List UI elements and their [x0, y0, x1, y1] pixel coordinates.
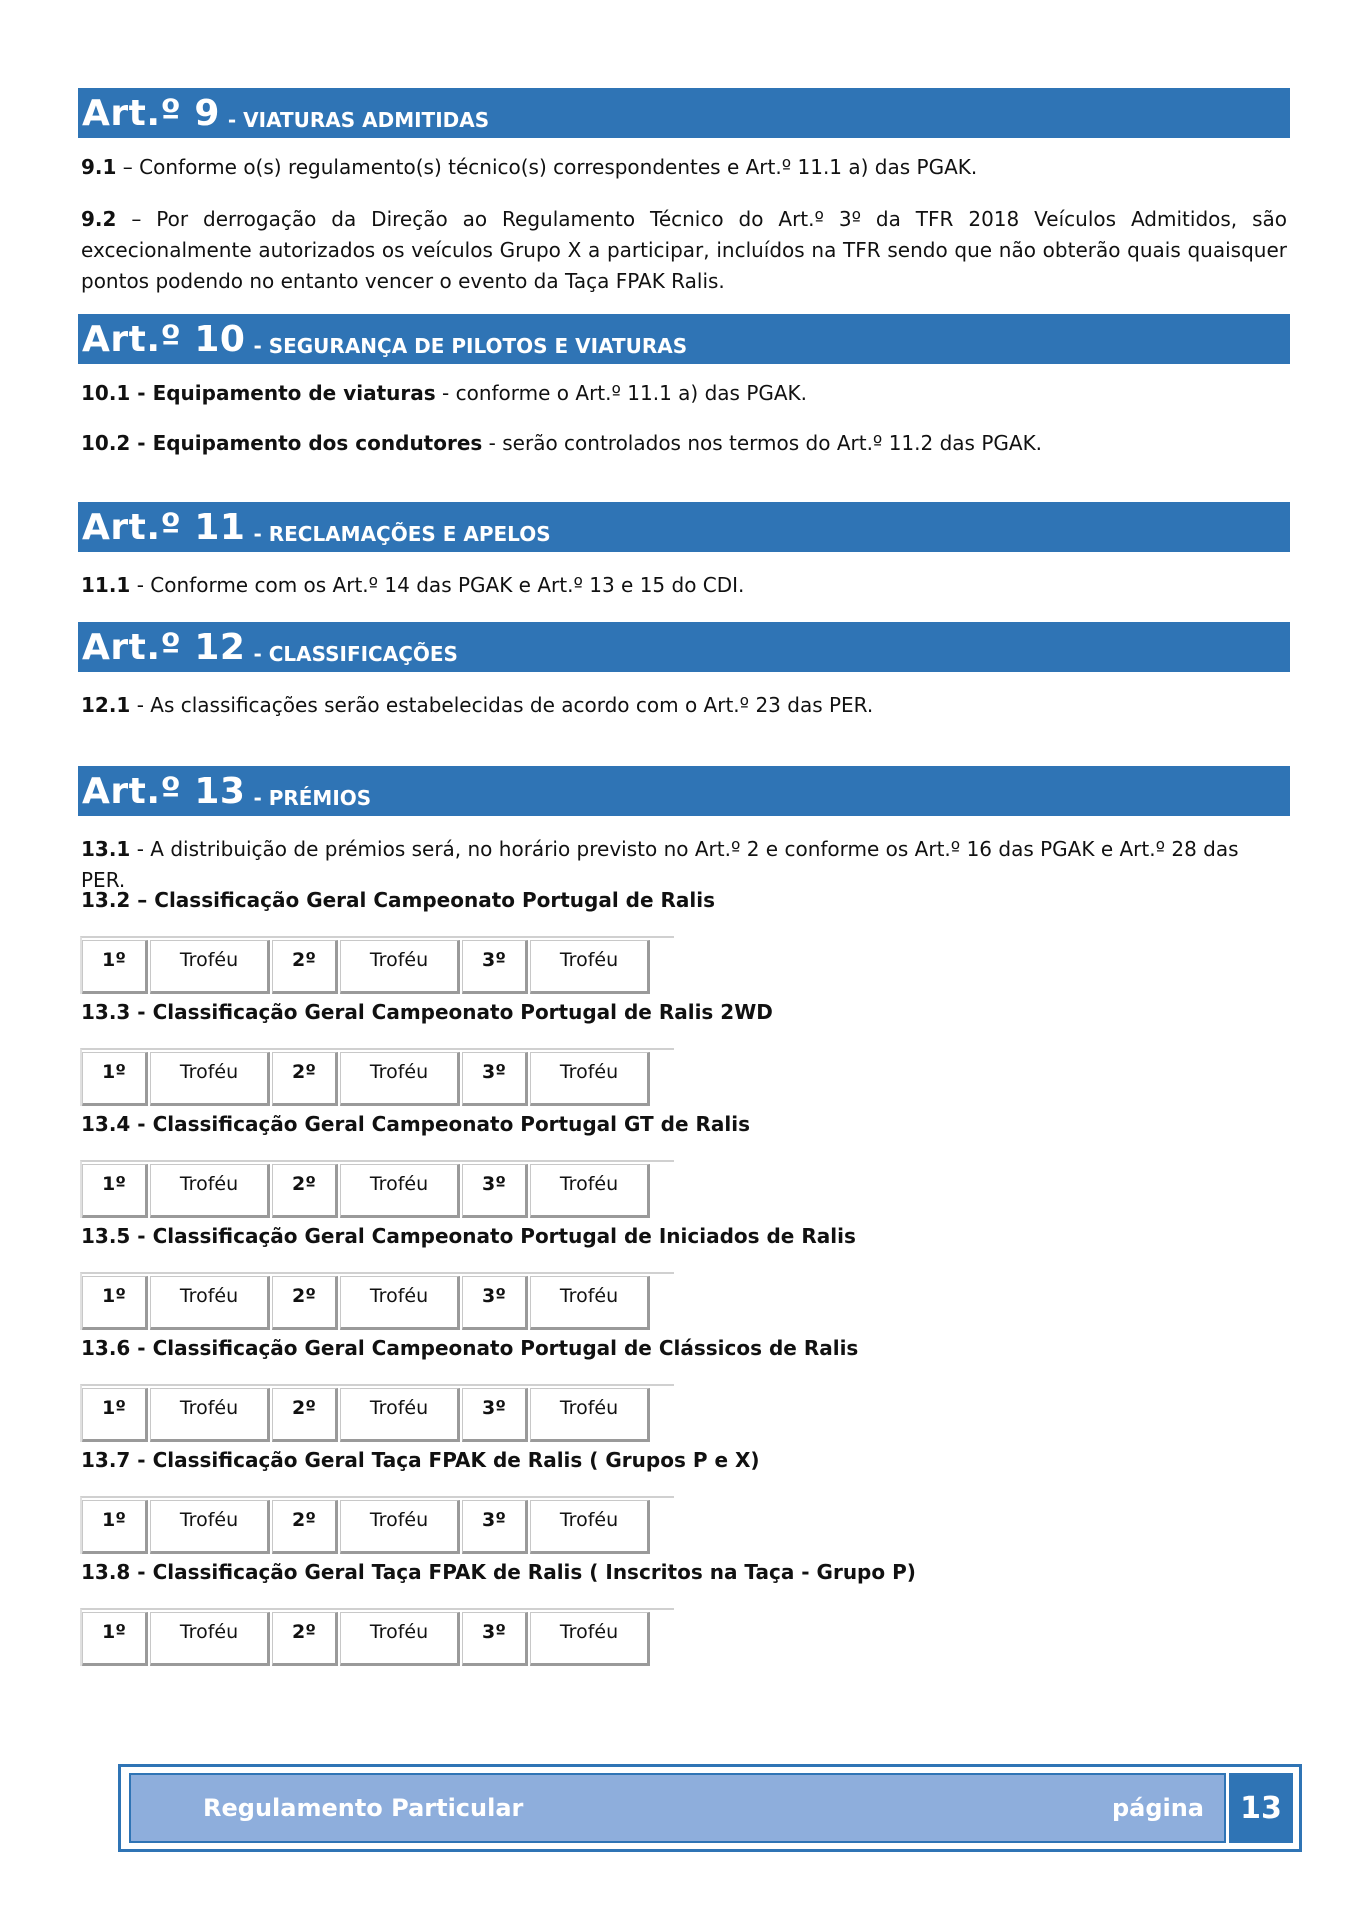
prize-table [80, 1496, 674, 1554]
prize-position: 3º [462, 1164, 528, 1218]
art12-title: - CLASSIFICAÇÕES [253, 642, 458, 666]
prize-position: 1º [82, 1164, 148, 1218]
prize-award: Troféu [150, 1276, 270, 1330]
footer-band [129, 1773, 1226, 1843]
prize-award: Troféu [340, 1388, 460, 1442]
art9-p1-text: – Conforme o(s) regulamento(s) técnico(s) correspondentes e Art.º 11.1 a) das PGAK. [116, 155, 978, 179]
art9-p2-text: – Por derrogação da Direção ao Regulamento Técnico do Art.º 3º da TFR 2018 Veículos Admitidos, são excecionalmente autorizados os veículos Grupo X a participar, incluídos na TFR sendo que não obterão quais quaisquer pontos podendo no entanto vencer o evento da Taça FPAK Ralis. [81, 207, 1287, 293]
prize-award: Troféu [150, 1164, 270, 1218]
prize-award: Troféu [150, 1388, 270, 1442]
prize-position: 3º [462, 940, 528, 994]
prize-award: Troféu [340, 1500, 460, 1554]
prize-section-heading: 13.8 - Classificação Geral Taça FPAK de Ralis ( Inscritos na Taça - Grupo P) [81, 1560, 916, 1584]
art10-number: Art.º 10 [82, 319, 246, 360]
footer-page-label: página [1111, 1794, 1204, 1822]
footer-page-number: 13 [1229, 1773, 1293, 1843]
art9-title: - VIATURAS ADMITIDAS [227, 108, 490, 132]
art11-p1-text: - Conforme com os Art.º 14 das PGAK e Art.º 13 e 15 do CDI. [130, 573, 745, 597]
art12-number: Art.º 12 [82, 627, 246, 668]
prize-position: 2º [272, 1276, 338, 1330]
art11-p1-ref: 11.1 [81, 573, 131, 597]
prize-table [80, 1160, 674, 1218]
prize-position: 3º [462, 1500, 528, 1554]
prize-position: 3º [462, 1388, 528, 1442]
art12-header [78, 622, 1290, 672]
prize-position: 1º [82, 1052, 148, 1106]
prize-position: 2º [272, 1612, 338, 1666]
art11-title: - RECLAMAÇÕES E APELOS [253, 522, 551, 546]
art10-p2-ref: 10.2 - Equipamento dos condutores [81, 431, 483, 455]
prize-position: 2º [272, 1052, 338, 1106]
prize-award: Troféu [340, 1052, 460, 1106]
prize-position: 3º [462, 1612, 528, 1666]
art12-paragraph-1 [81, 690, 1287, 721]
prize-position: 2º [272, 1500, 338, 1554]
footer-document-title: Regulamento Particular [203, 1794, 524, 1822]
art13-header [78, 766, 1290, 816]
art10-header [78, 314, 1290, 364]
art12-p1-ref: 12.1 [81, 693, 131, 717]
prize-award: Troféu [150, 1500, 270, 1554]
art11-number: Art.º 11 [82, 507, 246, 548]
prize-award: Troféu [530, 1388, 650, 1442]
prize-position: 2º [272, 1164, 338, 1218]
art10-paragraph-1 [81, 378, 1287, 409]
prize-table [80, 1384, 674, 1442]
prize-award: Troféu [530, 1164, 650, 1218]
prize-award: Troféu [150, 1612, 270, 1666]
prize-award: Troféu [530, 1052, 650, 1106]
prize-position: 2º [272, 1388, 338, 1442]
page-footer [118, 1764, 1302, 1852]
prize-award: Troféu [530, 1612, 650, 1666]
prize-position: 2º [272, 940, 338, 994]
prize-position: 3º [462, 1276, 528, 1330]
prize-table [80, 1272, 674, 1330]
art9-p2-ref: 9.2 [81, 207, 117, 231]
art10-p1-ref: 10.1 - Equipamento de viaturas [81, 381, 436, 405]
prize-section-heading: 13.4 - Classificação Geral Campeonato Portugal GT de Ralis [81, 1112, 751, 1136]
art10-title: - SEGURANÇA DE PILOTOS E VIATURAS [253, 334, 688, 358]
art9-paragraph-2 [81, 204, 1287, 297]
prize-position: 1º [82, 1500, 148, 1554]
art10-paragraph-2 [81, 428, 1287, 459]
prize-section-heading: 13.2 – Classificação Geral Campeonato Portugal de Ralis [81, 888, 716, 912]
prize-award: Troféu [530, 1500, 650, 1554]
art11-paragraph-1 [81, 570, 1287, 601]
art9-header [78, 88, 1290, 138]
prize-position: 3º [462, 1052, 528, 1106]
art13-number: Art.º 13 [82, 771, 246, 812]
prize-award: Troféu [150, 1052, 270, 1106]
prize-award: Troféu [530, 940, 650, 994]
prize-position: 1º [82, 940, 148, 994]
prize-position: 1º [82, 1276, 148, 1330]
prize-award: Troféu [340, 1612, 460, 1666]
art13-title: - PRÉMIOS [253, 786, 372, 810]
prize-award: Troféu [340, 1164, 460, 1218]
art9-paragraph-1 [81, 152, 1287, 183]
prize-position: 1º [82, 1388, 148, 1442]
art12-p1-text: - As classificações serão estabelecidas de acordo com o Art.º 23 das PER. [130, 693, 874, 717]
prize-award: Troféu [530, 1276, 650, 1330]
art9-number: Art.º 9 [82, 93, 220, 134]
art13-p1-ref: 13.1 [81, 837, 131, 861]
prize-section-heading: 13.5 - Classificação Geral Campeonato Portugal de Iniciados de Ralis [81, 1224, 856, 1248]
prize-table [80, 1608, 674, 1666]
prize-section-heading: 13.3 - Classificação Geral Campeonato Portugal de Ralis 2WD [81, 1000, 773, 1024]
prize-table [80, 936, 674, 994]
prize-position: 1º [82, 1612, 148, 1666]
prize-table [80, 1048, 674, 1106]
art9-p1-ref: 9.1 [81, 155, 117, 179]
art13-p1-text: - A distribuição de prémios será, no horário previsto no Art.º 2 e conforme os Art.º 16 das PGAK e Art.º 28 das PER. [81, 837, 1239, 892]
art10-p1-text: - conforme o Art.º 11.1 a) das PGAK. [435, 381, 808, 405]
prize-section-heading: 13.7 - Classificação Geral Taça FPAK de Ralis ( Grupos P e X) [81, 1448, 760, 1472]
prize-award: Troféu [340, 1276, 460, 1330]
prize-award: Troféu [150, 940, 270, 994]
prize-award: Troféu [340, 940, 460, 994]
prize-section-heading: 13.6 - Classificação Geral Campeonato Portugal de Clássicos de Ralis [81, 1336, 859, 1360]
art11-header [78, 502, 1290, 552]
art10-p2-text: - serão controlados nos termos do Art.º 11.2 das PGAK. [482, 431, 1043, 455]
